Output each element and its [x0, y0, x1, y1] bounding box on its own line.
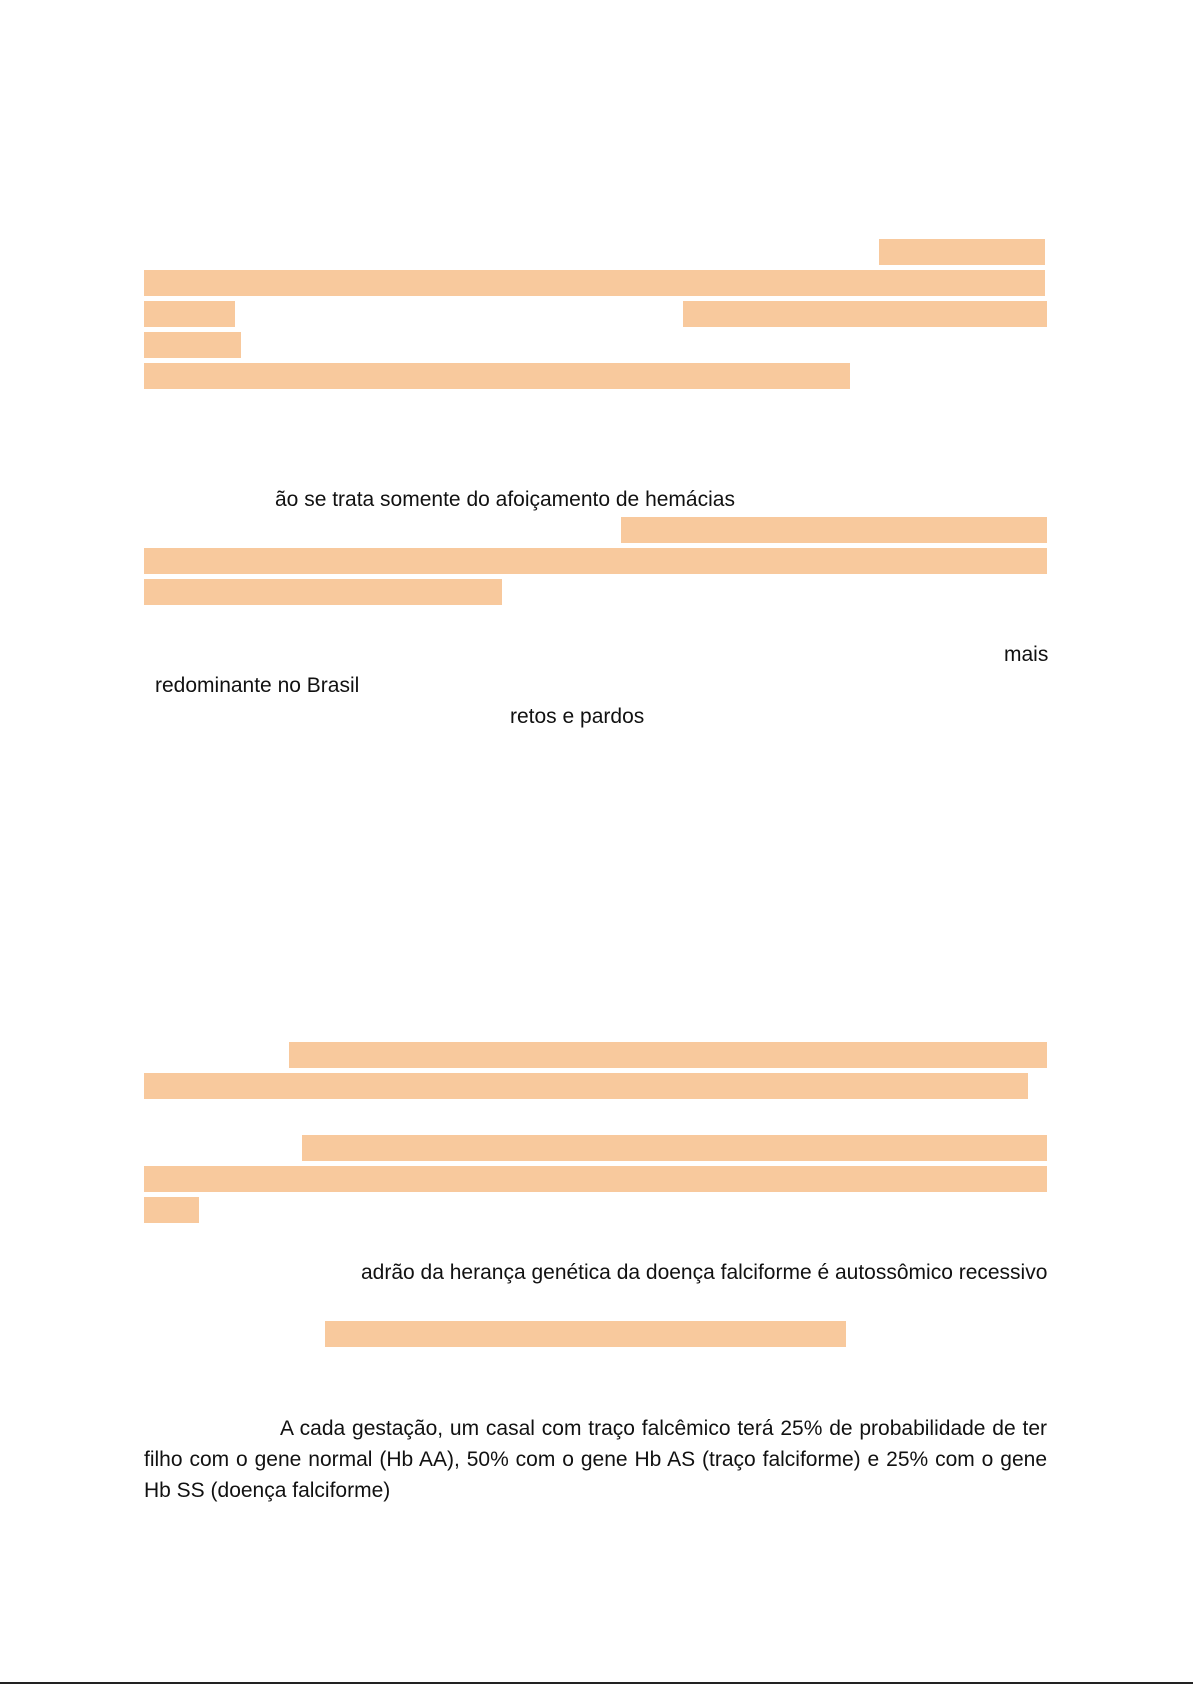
page-bottom-border [0, 1682, 1193, 1684]
highlight-block [683, 301, 1047, 327]
text-fragment: retos e pardos [510, 705, 645, 728]
highlight-block [325, 1321, 846, 1347]
highlight-block [144, 301, 235, 327]
highlight-block [144, 363, 850, 389]
highlight-block [621, 517, 1047, 543]
highlight-block [144, 548, 1047, 574]
text-fragment: adrão da herança genética da doença falciforme é autossômico recessivo [361, 1261, 1048, 1284]
highlight-block [144, 1073, 1028, 1099]
final-paragraph-text: A cada gestação, um casal com traço falcêmico terá 25% de probabilidade de ter filho com o gene normal (Hb AA), 50% com o gene Hb AS (traço falciforme) e 25% com o gene Hb SS (doença falciforme) [144, 1417, 1047, 1502]
highlight-block [144, 332, 241, 358]
highlight-block [144, 1166, 1047, 1192]
highlight-block [289, 1042, 1047, 1068]
final-paragraph [144, 1413, 1047, 1506]
highlight-block [144, 270, 1045, 296]
highlight-block [144, 579, 502, 605]
highlight-block [144, 1197, 199, 1223]
text-fragment: redominante no Brasil [155, 674, 360, 697]
text-fragment: mais [1004, 643, 1049, 666]
text-fragment: ão se trata somente do afoiçamento de hemácias [275, 488, 735, 511]
highlight-block [302, 1135, 1047, 1161]
highlight-block [879, 239, 1045, 265]
